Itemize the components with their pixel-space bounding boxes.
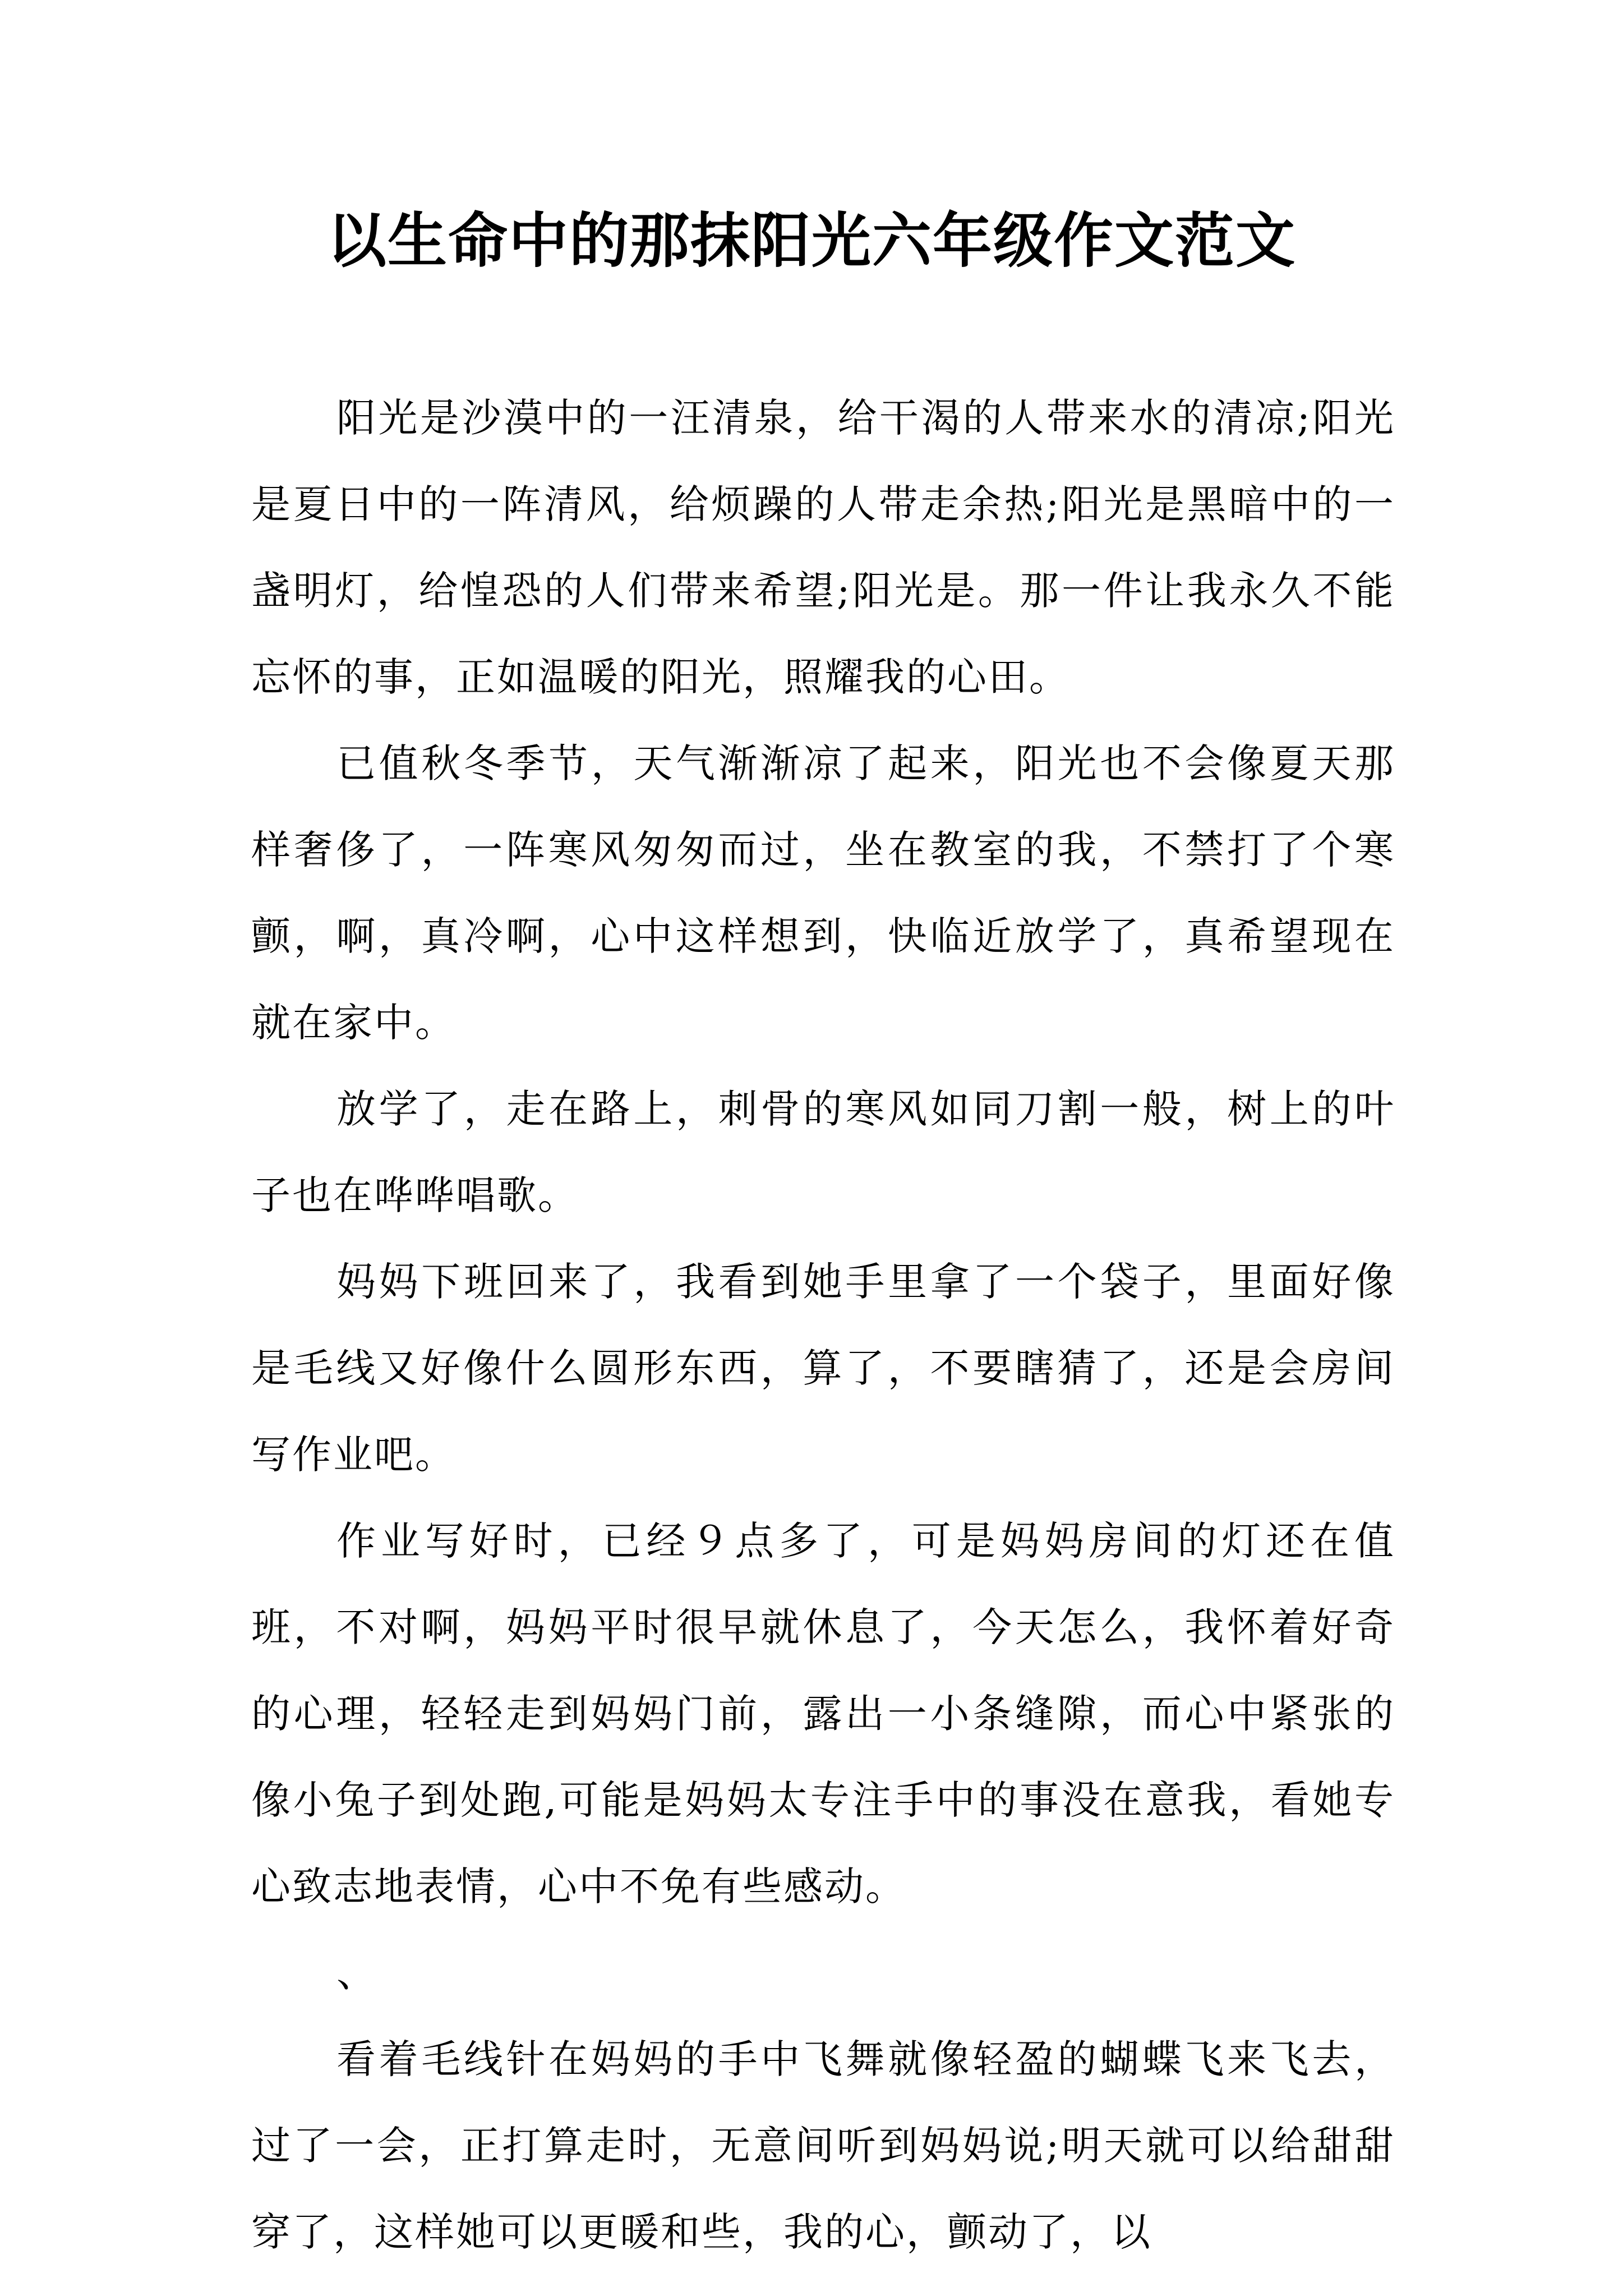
paragraph-4: 妈妈下班回来了，我看到她手里拿了一个袋子，里面好像是毛线又好像什么圆形东西，算了，不要瞎猜了，还是会房间写作业吧。 bbox=[251, 1259, 1395, 1478]
paragraph-1: 阳光是沙漠中的一汪清泉，给干渴的人带来水的清凉;阳光是夏日中的一阵清风，给烦躁的人带走余热;阳光是黑暗中的一盏明灯，给惶恐的人们带来希望;阳光是。那一件让我永久不能忘怀的事，正如温暖的阳光，照耀我的心田。 bbox=[251, 395, 1395, 700]
separator-mark: 、 bbox=[336, 1950, 377, 1996]
document-title: 以生命中的那抹阳光六年级作文范文 bbox=[327, 206, 1296, 275]
paragraph-5: 作业写好时，已经９点多了，可是妈妈房间的灯还在值班，不对啊，妈妈平时很早就休息了，今天怎么，我怀着好奇的心理，轻轻走到妈妈门前，露出一小条缝隙，而心中紧张的像小兔子到处跑,可能是妈妈太专注手中的事没在意我，看她专心致志地表情，心中不免有些感动。 bbox=[251, 1518, 1395, 1910]
paragraph-6: 看着毛线针在妈妈的手中飞舞就像轻盈的蝴蝶飞来飞去，过了一会，正打算走时，无意间听到妈妈说;明天就可以给甜甜穿了，这样她可以更暖和些，我的心，颤动了，以 bbox=[251, 2036, 1395, 2255]
document-body bbox=[251, 375, 1395, 2275]
paragraph-2: 已值秋冬季节，天气渐渐凉了起来，阳光也不会像夏天那样奢侈了，一阵寒风匆匆而过，坐在教室的我，不禁打了个寒颤，啊，真冷啊，心中这样想到，快临近放学了，真希望现在就在家中。 bbox=[251, 740, 1395, 1046]
paragraph-3: 放学了，走在路上，刺骨的寒风如同刀割一般，树上的叶子也在哗哗唱歌。 bbox=[251, 1086, 1395, 1218]
